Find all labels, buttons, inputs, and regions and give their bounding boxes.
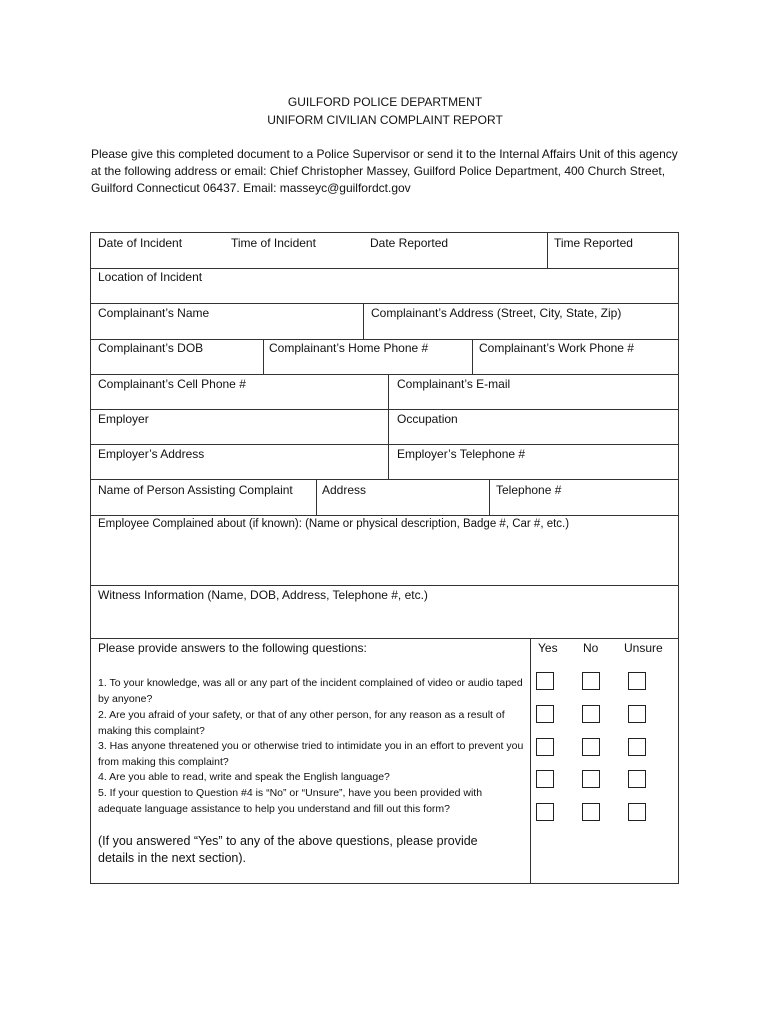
assisting-person-field[interactable]: Name of Person Assisting Complaint	[98, 483, 293, 497]
q4-no-checkbox[interactable]	[582, 770, 600, 788]
department-title: GUILFORD POLICE DEPARTMENT	[287, 95, 483, 109]
q4-yes-checkbox[interactable]	[536, 770, 554, 788]
question-3: 3. Has anyone threatened you or otherwise tried to intimidate you in an effort to prevent you from making this complaint?	[98, 740, 524, 768]
occupation-field[interactable]: Occupation	[397, 412, 458, 426]
q2-unsure-checkbox[interactable]	[628, 705, 646, 723]
employee-complained-field[interactable]: Employee Complained about (if known): (Name or physical description, Badge #, Car #, etc.)	[98, 518, 570, 530]
q3-unsure-checkbox[interactable]	[628, 738, 646, 756]
intro-paragraph: Please give this completed document to a Police Supervisor or send it to the Internal Affairs Unit of this agency at the following address or email: Chief Christopher Massey, Guilford Police Department, 400 Church Street, Guilford Connecticut 06437. Email: masseyc@guilfordct.gov	[91, 147, 678, 195]
q5-no-checkbox[interactable]	[582, 803, 600, 821]
no-column-header: No	[583, 641, 599, 655]
employer-field[interactable]: Employer	[98, 412, 149, 426]
complainant-home-phone-field[interactable]: Complainant’s Home Phone #	[269, 341, 429, 355]
q2-yes-checkbox[interactable]	[536, 705, 554, 723]
form-title: UNIFORM CIVILIAN COMPLAINT REPORT	[267, 113, 503, 127]
q4-unsure-checkbox[interactable]	[628, 770, 646, 788]
q5-unsure-checkbox[interactable]	[628, 803, 646, 821]
complainant-name-field[interactable]: Complainant’s Name	[98, 306, 210, 320]
q1-unsure-checkbox[interactable]	[628, 672, 646, 690]
q2-no-checkbox[interactable]	[582, 705, 600, 723]
questions-heading: Please provide answers to the following questions:	[98, 641, 367, 655]
employer-address-field[interactable]: Employer’s Address	[98, 447, 205, 461]
witness-info-field[interactable]: Witness Information (Name, DOB, Address, Telephone #, etc.)	[98, 588, 428, 602]
employer-telephone-field[interactable]: Employer’s Telephone #	[397, 447, 526, 461]
assisting-address-field[interactable]: Address	[322, 483, 367, 497]
time-reported-field[interactable]: Time Reported	[554, 236, 633, 250]
yes-column-header: Yes	[538, 641, 558, 655]
question-2: 2. Are you afraid of your safety, or that of any other person, for any reason as a result of making this complaint?	[98, 709, 505, 737]
complainant-cell-phone-field[interactable]: Complainant’s Cell Phone #	[98, 377, 246, 391]
q3-no-checkbox[interactable]	[582, 738, 600, 756]
q1-yes-checkbox[interactable]	[536, 672, 554, 690]
complainant-email-field[interactable]: Complainant’s E-mail	[397, 377, 511, 391]
date-reported-field[interactable]: Date Reported	[370, 236, 449, 250]
complainant-work-phone-field[interactable]: Complainant’s Work Phone #	[479, 341, 634, 355]
q5-yes-checkbox[interactable]	[536, 803, 554, 821]
time-of-incident-field[interactable]: Time of Incident	[231, 236, 316, 250]
complainant-dob-field[interactable]: Complainant’s DOB	[98, 341, 204, 355]
question-4: 4. Are you able to read, write and speak the English language?	[98, 771, 390, 783]
q3-yes-checkbox[interactable]	[536, 738, 554, 756]
assisting-telephone-field[interactable]: Telephone #	[496, 483, 562, 497]
question-1: 1. To your knowledge, was all or any part of the incident complained of video or audio taped by anyone?	[98, 677, 523, 705]
yes-answer-note: (If you answered “Yes” to any of the above questions, please provide details in the next section).	[98, 834, 478, 865]
q1-no-checkbox[interactable]	[582, 672, 600, 690]
complainant-address-field[interactable]: Complainant’s Address (Street, City, State, Zip)	[371, 306, 622, 320]
complaint-form-grid	[90, 232, 679, 884]
location-of-incident-field[interactable]: Location of Incident	[98, 270, 203, 284]
question-5: 5. If your question to Question #4 is “No” or “Unsure”, have you been provided with adequate language assistance to help you understand and fill out this form?	[98, 787, 483, 815]
date-of-incident-field[interactable]: Date of Incident	[98, 236, 183, 250]
unsure-column-header: Unsure	[624, 641, 663, 655]
